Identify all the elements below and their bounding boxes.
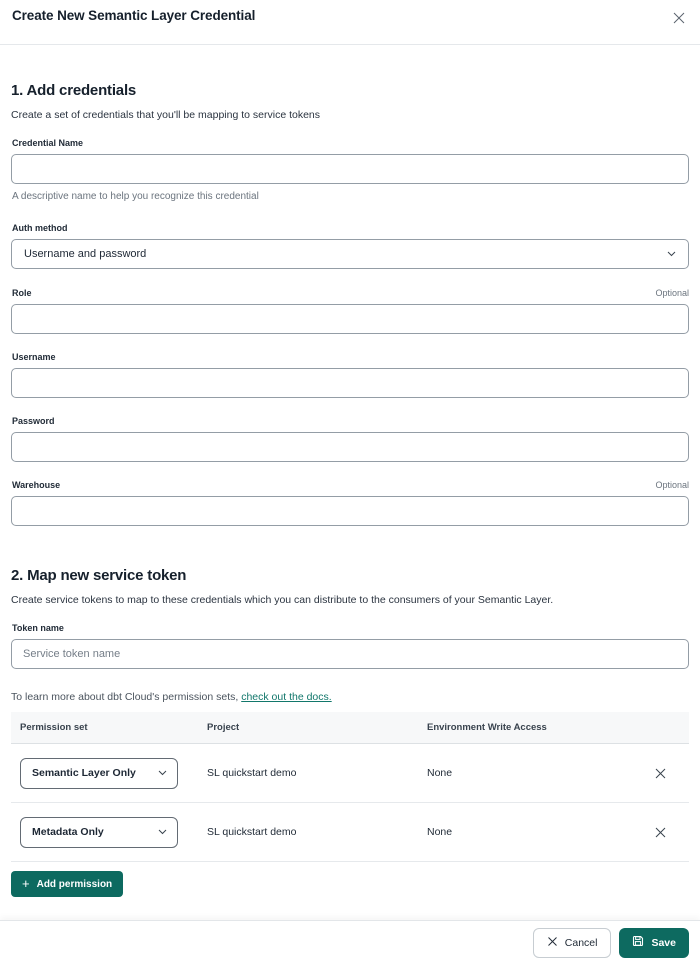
environment-write-access-cell: None [427,767,453,779]
token-name-field-group [11,623,689,669]
section-1-heading: 1. Add credentials [11,82,137,99]
token-name-input[interactable] [11,639,689,669]
token-name-label: Token name [12,623,64,633]
docs-note-text: To learn more about dbt Cloud's permission sets, [11,691,242,703]
username-label: Username [12,352,56,362]
close-icon [654,827,667,842]
add-permission-label: Add permission [36,878,113,890]
save-label: Save [651,936,676,949]
close-button[interactable] [670,9,688,27]
map-service-token-section [11,567,689,897]
chevron-down-icon [158,826,167,838]
column-header-project: Project [207,722,240,733]
username-field-group [11,352,689,398]
floppy-disk-icon [632,935,644,950]
warehouse-field-group [11,480,689,526]
auth-method-selected-value: Username and password [24,248,147,260]
permissions-table-header [11,712,689,744]
add-permission-button[interactable] [11,871,123,897]
close-icon [672,13,686,28]
role-field-group [11,288,689,334]
permission-set-value: Metadata Only [32,826,104,838]
permission-set-value: Semantic Layer Only [32,767,136,779]
column-header-environment-write-access: Environment Write Access [427,722,547,733]
permissions-table [11,712,689,862]
role-label: Role [12,288,32,298]
project-cell: SL quickstart demo [207,826,297,838]
password-field-group [11,416,689,462]
credential-name-helper: A descriptive name to help you recognize this credential [12,191,259,202]
chevron-down-icon [667,248,676,260]
remove-permission-row-1-button[interactable] [651,764,670,783]
environment-write-access-cell: None [427,826,453,838]
cancel-button[interactable] [533,928,612,958]
cancel-label: Cancel [564,936,598,949]
chevron-down-icon [158,767,167,779]
warehouse-label: Warehouse [12,480,61,490]
permission-docs-note [11,691,689,703]
column-header-permission-set: Permission set [20,722,88,733]
section-2-description: Create service tokens to map to these credentials which you can distribute to the consumers of your Semantic Layer. [11,594,554,606]
credential-name-label: Credential Name [12,138,84,148]
auth-method-label: Auth method [12,223,68,233]
docs-link[interactable]: check out the docs. [241,691,332,703]
table-row [11,744,689,803]
plus-icon: + [22,876,30,891]
project-cell: SL quickstart demo [207,767,297,779]
role-input[interactable] [11,304,689,334]
modal-header [0,0,700,45]
username-input[interactable] [11,368,689,398]
password-input[interactable] [11,432,689,462]
permission-set-select-row-2[interactable] [20,817,178,848]
add-credentials-section [11,82,689,526]
close-icon [547,936,558,950]
credential-name-field-group [11,138,689,202]
warehouse-input[interactable] [11,496,689,526]
role-optional-tag: Optional [655,288,689,298]
section-2-heading: 2. Map new service token [11,567,187,584]
table-row [11,803,689,862]
section-1-description: Create a set of credentials that you'll be mapping to service tokens [11,109,321,121]
warehouse-optional-tag: Optional [655,480,689,490]
modal-footer [0,920,700,968]
auth-method-field-group [11,223,689,269]
close-icon [654,768,667,783]
save-button[interactable] [619,928,689,958]
password-label: Password [12,416,55,426]
remove-permission-row-2-button[interactable] [651,823,670,842]
modal-title: Create New Semantic Layer Credential [12,8,256,23]
permission-set-select-row-1[interactable] [20,758,178,789]
auth-method-select[interactable] [11,239,689,269]
credential-name-input[interactable] [11,154,689,184]
